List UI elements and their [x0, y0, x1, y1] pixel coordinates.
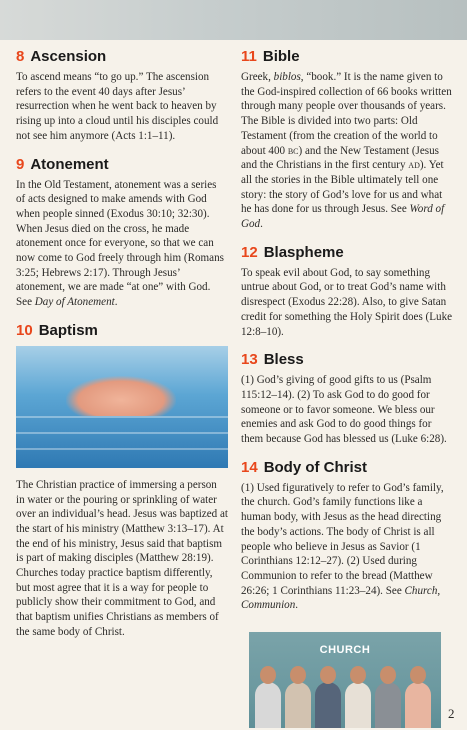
top-photo-strip [0, 0, 467, 40]
entry-heading: Body of Christ [263, 458, 368, 476]
entry-number: 8 [16, 48, 25, 65]
entry-number: 11 [241, 48, 257, 65]
entry-bless [241, 351, 454, 447]
church-sign-label: CHURCH [319, 644, 371, 656]
entry-heading: Ascension [30, 48, 107, 65]
right-column [241, 48, 454, 625]
entry-title [16, 48, 228, 66]
entry-body-text: In the Old Testament, atonement was a series of acts designed to make amends with God when people sinned (Exodus 30:10; 32:30). When Jesus died on the cross, he made atonement once for everyone, so that we can now come to God freely through him (Romans 3:25; Hebrews 2:17). Through Jesus’ atonement, we are made “at one” with God. See [16, 178, 224, 309]
entry-body-of-christ [241, 459, 454, 613]
entry-bible [241, 48, 454, 232]
entry-body: To ascend means “to go up.” The ascension refers to the event 40 days after Jesus’ resurrection when he went back to heaven by rising up into a cloud until his disciples could not see him anymore (Acts 1:1–11). [16, 71, 219, 142]
entry-blaspheme [241, 244, 454, 340]
entry-title [241, 48, 454, 66]
entry-body: (1) God’s giving of good gifts to us (Psalm 115:12–14). (2) To ask God to do good for someone or to favor someone. We bless our enemies and ask God to do good things for them because God has blessed us (Luke 6:28). [241, 374, 447, 446]
entry-number: 14 [241, 458, 258, 476]
entry-body-end: . [295, 599, 299, 612]
greek-word: biblos [273, 71, 301, 83]
person-figure [375, 682, 401, 728]
entry-body [241, 481, 454, 613]
entry-body-text: , “book.” It is the name given to the God-inspired collection of 66 books written through many people over thousands of years. The Bible is divided into two parts: Old Testament (from the creation of the world to about 400 [241, 71, 452, 157]
entry-body-text: Greek, [241, 71, 274, 83]
entry-body-end: . [114, 296, 118, 309]
entry-body [241, 70, 454, 232]
entry-title [241, 459, 454, 477]
entry-title [241, 351, 454, 369]
entry-body [16, 178, 228, 310]
see-reference: Word of God [241, 203, 445, 231]
person-figure [255, 682, 281, 728]
person-figure [405, 682, 431, 728]
entry-number: 10 [16, 321, 33, 339]
entry-number: 12 [241, 243, 258, 261]
entry-body-text: ) and the New Testament (Jesus and the Christians in the first century [241, 144, 439, 172]
cupped-hands-image [66, 376, 176, 416]
entry-heading: Baptism [38, 321, 98, 339]
entry-title [16, 156, 228, 174]
see-reference: Church, Communion [241, 584, 441, 612]
church-group-illustration [249, 632, 441, 728]
entry-atonement [16, 156, 228, 310]
entry-number: 9 [16, 155, 25, 173]
entry-title [16, 322, 228, 340]
entry-body-text: (1) Used figuratively to refer to God’s family, the church. God’s family functions like a human body, with Jesus as the head directing the body’s actions. The body of Christ is all people who believe in Jesus as Savior (1 Corinthians 12:12–27). (2) Used during Communion to refer to the bread (Matthew 26:26; 1 Corinthians 11:23–24). See [241, 481, 444, 597]
entry-body-end: . [260, 218, 263, 231]
person-figure [345, 682, 371, 728]
era-bc: bc [287, 144, 299, 157]
page-number: 2 [448, 706, 455, 721]
see-reference: Day of Atonement [34, 296, 115, 309]
entry-heading: Bless [263, 351, 304, 369]
entry-title [241, 244, 454, 262]
entry-body-text: ). Yet all the stories in the Bible ultimately tell one story: the story of God’s love for us and what he has done for us through Jesus. See [241, 159, 444, 216]
entry-ascension [16, 48, 228, 144]
entry-baptism [16, 322, 228, 640]
left-column [16, 48, 228, 652]
entry-heading: Atonement [30, 155, 109, 173]
baptism-water-illustration [16, 346, 228, 468]
entry-number: 13 [241, 351, 258, 369]
entry-body: The Christian practice of immersing a person in water or the pouring or sprinkling of water over an individual’s head. Jesus was baptized at the start of his ministry (Matthew 3:13–17). At the end of his ministry, Jesus said that baptism is part of making disciples (Matthew 28:19). Churches today practice baptism differently, but most agree that it is a way for people to publicly show their commitment to God, and that baptism unifies Christians as members of the same body of Christ. [16, 478, 228, 638]
person-figure [285, 682, 311, 728]
person-figure [315, 682, 341, 728]
entry-heading: Bible [262, 48, 300, 65]
era-ad: ad [408, 159, 420, 172]
entry-heading: Blaspheme [263, 243, 344, 261]
entry-body: To speak evil about God, to say something untrue about God, or to treat God’s name with disrespect (Exodus 22:28). Also, to give Satan credit for something the Holy Spirit does (Luke 12:8–10). [241, 266, 453, 338]
